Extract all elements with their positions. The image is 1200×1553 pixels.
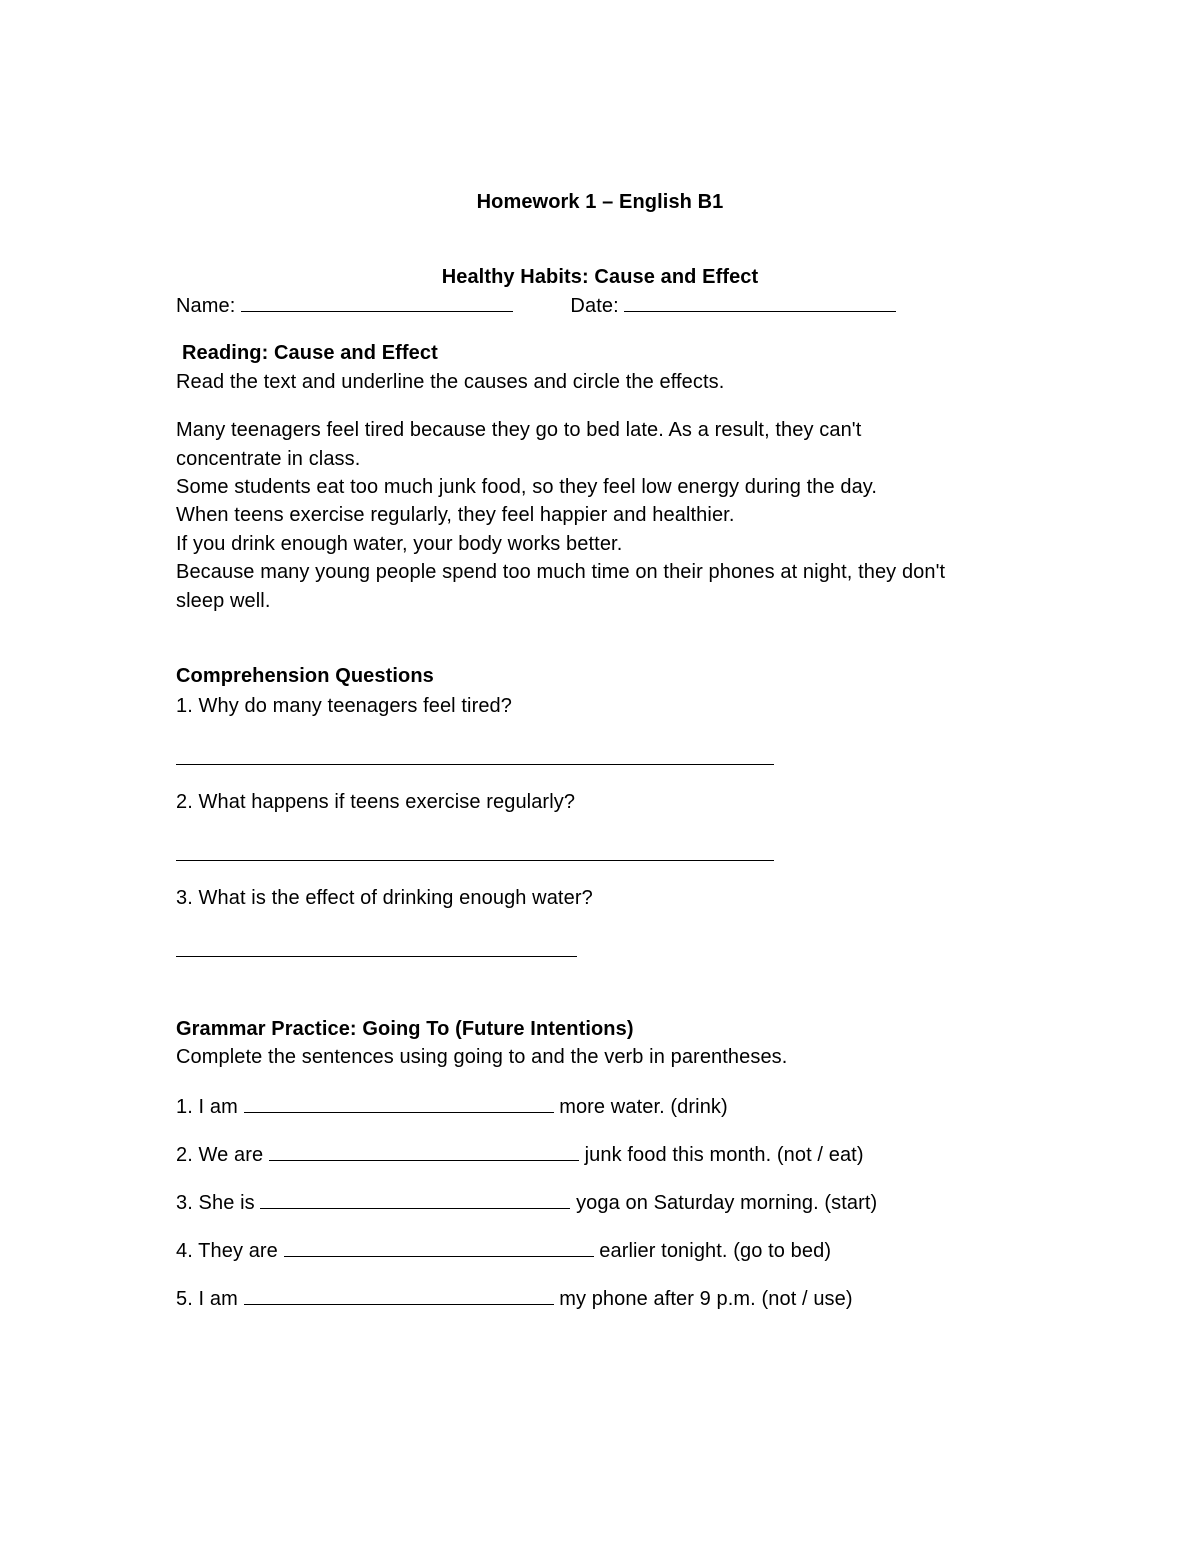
grammar-item-end: junk food this month. (not / eat) bbox=[584, 1144, 864, 1166]
grammar-item-start: 5. I am bbox=[176, 1288, 238, 1310]
grammar-heading: Grammar Practice: Going To (Future Intentions) bbox=[176, 1018, 634, 1040]
grammar-item-start: 4. They are bbox=[176, 1240, 278, 1262]
grammar-blank[interactable] bbox=[260, 1190, 570, 1209]
grammar-blank[interactable] bbox=[284, 1238, 594, 1257]
grammar-item-end: more water. (drink) bbox=[559, 1096, 728, 1118]
grammar-item bbox=[176, 1094, 728, 1119]
grammar-blank[interactable] bbox=[244, 1286, 554, 1305]
grammar-blank[interactable] bbox=[269, 1142, 579, 1161]
grammar-item-start: 1. I am bbox=[176, 1096, 238, 1118]
comprehension-question: 1. Why do many teenagers feel tired? bbox=[176, 695, 513, 717]
reading-text-line: When teens exercise regularly, they feel happier and healthier. bbox=[176, 504, 735, 526]
name-label: Name: bbox=[176, 295, 236, 317]
reading-text-line: Many teenagers feel tired because they go to bed late. As a result, they can't bbox=[176, 419, 862, 441]
reading-text-line: Because many young people spend too much time on their phones at night, they don't bbox=[176, 561, 946, 583]
reading-heading: Reading: Cause and Effect bbox=[182, 342, 438, 364]
grammar-item bbox=[176, 1238, 831, 1263]
grammar-item-start: 3. She is bbox=[176, 1192, 255, 1214]
reading-text-line: Some students eat too much junk food, so they feel low energy during the day. bbox=[176, 476, 878, 498]
name-date-row bbox=[176, 293, 896, 318]
reading-text-line: If you drink enough water, your body works better. bbox=[176, 533, 623, 555]
answer-blank-2[interactable] bbox=[176, 860, 774, 861]
comprehension-question: 2. What happens if teens exercise regularly? bbox=[176, 791, 576, 813]
reading-text-line: concentrate in class. bbox=[176, 448, 361, 470]
answer-blank-1[interactable] bbox=[176, 764, 774, 765]
page-subtitle: Healthy Habits: Cause and Effect bbox=[441, 266, 759, 288]
grammar-item-end: earlier tonight. (go to bed) bbox=[599, 1240, 832, 1262]
date-label: Date: bbox=[570, 295, 619, 317]
reading-text-line: sleep well. bbox=[176, 590, 271, 612]
date-blank[interactable] bbox=[624, 293, 896, 312]
page-title: Homework 1 – English B1 bbox=[476, 191, 724, 213]
grammar-instruction: Complete the sentences using going to and the verb in parentheses. bbox=[176, 1046, 788, 1068]
grammar-item bbox=[176, 1190, 877, 1215]
grammar-item-end: my phone after 9 p.m. (not / use) bbox=[559, 1288, 853, 1310]
grammar-item-end: yoga on Saturday morning. (start) bbox=[576, 1192, 878, 1214]
comprehension-heading: Comprehension Questions bbox=[176, 665, 434, 687]
grammar-item-start: 2. We are bbox=[176, 1144, 264, 1166]
grammar-item bbox=[176, 1142, 864, 1167]
grammar-blank[interactable] bbox=[244, 1094, 554, 1113]
comprehension-question: 3. What is the effect of drinking enough water? bbox=[176, 887, 593, 909]
reading-instruction: Read the text and underline the causes and circle the effects. bbox=[176, 371, 725, 393]
answer-blank-3[interactable] bbox=[176, 956, 577, 957]
name-blank[interactable] bbox=[241, 293, 513, 312]
grammar-item bbox=[176, 1286, 853, 1311]
